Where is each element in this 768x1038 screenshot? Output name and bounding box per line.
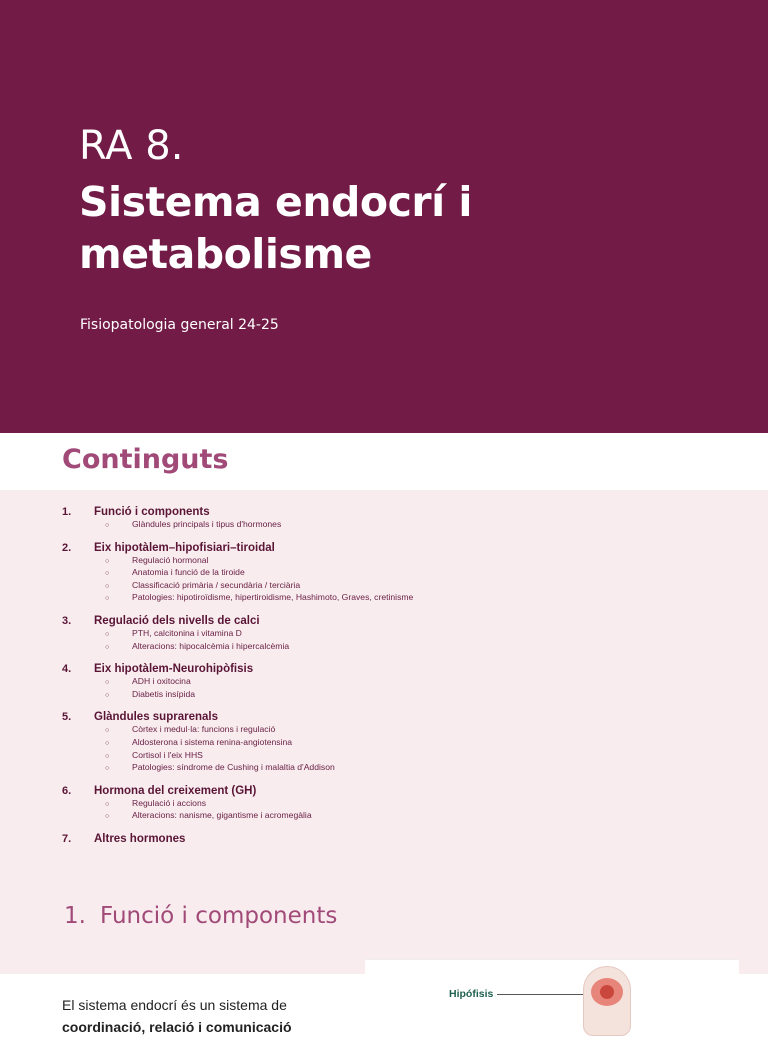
toc-label: Altres hormones — [94, 832, 186, 845]
pituitary-figure — [365, 959, 739, 1024]
toc-subitem — [105, 555, 702, 568]
toc-row — [62, 785, 702, 797]
toc-item — [62, 785, 702, 823]
toc-subitem — [105, 641, 702, 654]
toc-subitem-text: Alteracions: nanisme, gigantisme i acromegàlia — [132, 810, 312, 821]
circle-bullet-icon: ○ — [105, 727, 110, 735]
toc-row — [62, 833, 702, 845]
body-paragraph — [62, 994, 322, 1038]
toc-subitem — [105, 762, 702, 775]
toc-sublist — [105, 519, 702, 532]
toc-item — [62, 542, 702, 605]
toc-subitem — [105, 519, 702, 532]
toc-sublist — [105, 676, 702, 701]
toc-row — [62, 663, 702, 675]
toc-subitem-text: PTH, calcitonina i vitamina D — [132, 627, 242, 638]
toc-sublist — [105, 555, 702, 605]
toc-item — [62, 663, 702, 701]
toc-row — [62, 542, 702, 554]
toc-number: 2. — [62, 541, 72, 554]
toc-subitem — [105, 628, 702, 641]
cover-title-line2: metabolisme — [79, 230, 372, 278]
toc-subitem — [105, 810, 702, 823]
toc-item — [62, 833, 702, 845]
body-text-start: El sistema endocrí és un sistema de — [62, 997, 287, 1013]
toc-subitem-text: Patologies: hipotiroïdisme, hipertiroidisme, Hashimoto, Graves, cretinisme — [132, 592, 414, 603]
circle-bullet-icon: ○ — [105, 557, 110, 565]
toc-number: 5. — [62, 711, 72, 724]
toc-number: 1. — [62, 506, 72, 518]
toc-subitem-text: Diabetis insípida — [132, 688, 196, 699]
toc-subitem-text: Regulació hormonal — [132, 554, 209, 565]
toc-subitem-text: Regulació i accions — [132, 797, 207, 808]
toc-subitem — [105, 724, 702, 737]
cover-banner — [0, 0, 768, 433]
circle-bullet-icon: ○ — [105, 800, 110, 808]
section-title: Funció i components — [100, 903, 338, 929]
toc-subitem — [105, 580, 702, 593]
toc-subitem — [105, 750, 702, 763]
toc-subitem — [105, 567, 702, 580]
toc-row — [62, 506, 702, 518]
toc-item — [62, 711, 702, 774]
toc-subitem-text: Cortisol i l'eix HHS — [132, 749, 203, 760]
toc-sublist — [105, 798, 702, 823]
table-of-contents — [62, 506, 702, 855]
toc-label: Regulació dels nivells de calci — [94, 614, 260, 627]
toc-label: Funció i components — [94, 506, 210, 518]
toc-row — [62, 615, 702, 627]
toc-subitem — [105, 592, 702, 605]
circle-bullet-icon: ○ — [105, 582, 110, 590]
circle-bullet-icon: ○ — [105, 813, 110, 821]
toc-number: 4. — [62, 663, 72, 676]
circle-bullet-icon: ○ — [105, 739, 110, 747]
toc-label: Glàndules suprarenals — [94, 711, 218, 724]
circle-bullet-icon: ○ — [105, 765, 110, 773]
circle-bullet-icon: ○ — [105, 691, 110, 699]
toc-subitem-text: Glàndules principals i tipus d'hormones — [132, 519, 282, 529]
toc-row — [62, 711, 702, 723]
toc-subitem — [105, 676, 702, 689]
toc-sublist — [105, 628, 702, 653]
body-text-bold: coordinació, relació i comunicació — [62, 1019, 292, 1035]
cover-title-line1: Sistema endocrí i — [79, 178, 472, 226]
toc-sublist — [105, 724, 702, 774]
toc-subitem-text: Anatomia i funció de la tiroide — [132, 567, 245, 578]
toc-subitem — [105, 798, 702, 811]
toc-label: Hormona del creixement (GH) — [94, 784, 257, 797]
circle-bullet-icon: ○ — [105, 643, 110, 651]
figure-label: Hipófisis — [449, 988, 494, 1000]
circle-bullet-icon: ○ — [105, 630, 110, 638]
circle-bullet-icon: ○ — [105, 595, 110, 603]
circle-bullet-icon: ○ — [105, 752, 110, 760]
contents-heading: Continguts — [62, 444, 229, 475]
toc-item — [62, 615, 702, 653]
toc-number: 7. — [62, 832, 72, 845]
circle-bullet-icon: ○ — [105, 570, 110, 578]
toc-item — [62, 506, 702, 532]
toc-subitem-text: Aldosterona i sistema renina-angiotensina — [132, 736, 293, 747]
toc-subitem-text: ADH i oxitocina — [132, 676, 191, 687]
section-heading — [64, 903, 337, 929]
section-number: 1. — [64, 903, 86, 929]
toc-subitem-text: Alteracions: hipocalcèmia i hipercalcèmia — [132, 640, 290, 651]
pituitary-gland-icon — [600, 985, 614, 999]
cover-subtitle: Fisiopatologia general 24-25 — [80, 317, 279, 333]
toc-subitem — [105, 689, 702, 702]
toc-label: Eix hipotàlem-Neurohipòfisis — [94, 663, 254, 676]
circle-bullet-icon: ○ — [105, 522, 110, 529]
cover-ra-label: RA 8. — [79, 123, 184, 169]
cover-title — [79, 176, 699, 280]
toc-subitem-text: Patologies: síndrome de Cushing i malaltia d'Addison — [132, 762, 335, 773]
circle-bullet-icon: ○ — [105, 679, 110, 687]
toc-number: 6. — [62, 784, 72, 797]
toc-subitem-text: Còrtex i medul·la: funcions i regulació — [132, 724, 276, 735]
toc-label: Eix hipotàlem–hipofisiari–tiroidal — [94, 541, 275, 554]
toc-number: 3. — [62, 614, 72, 627]
toc-subitem-text: Classificació primària / secundària / terciària — [132, 579, 301, 590]
toc-subitem — [105, 737, 702, 750]
